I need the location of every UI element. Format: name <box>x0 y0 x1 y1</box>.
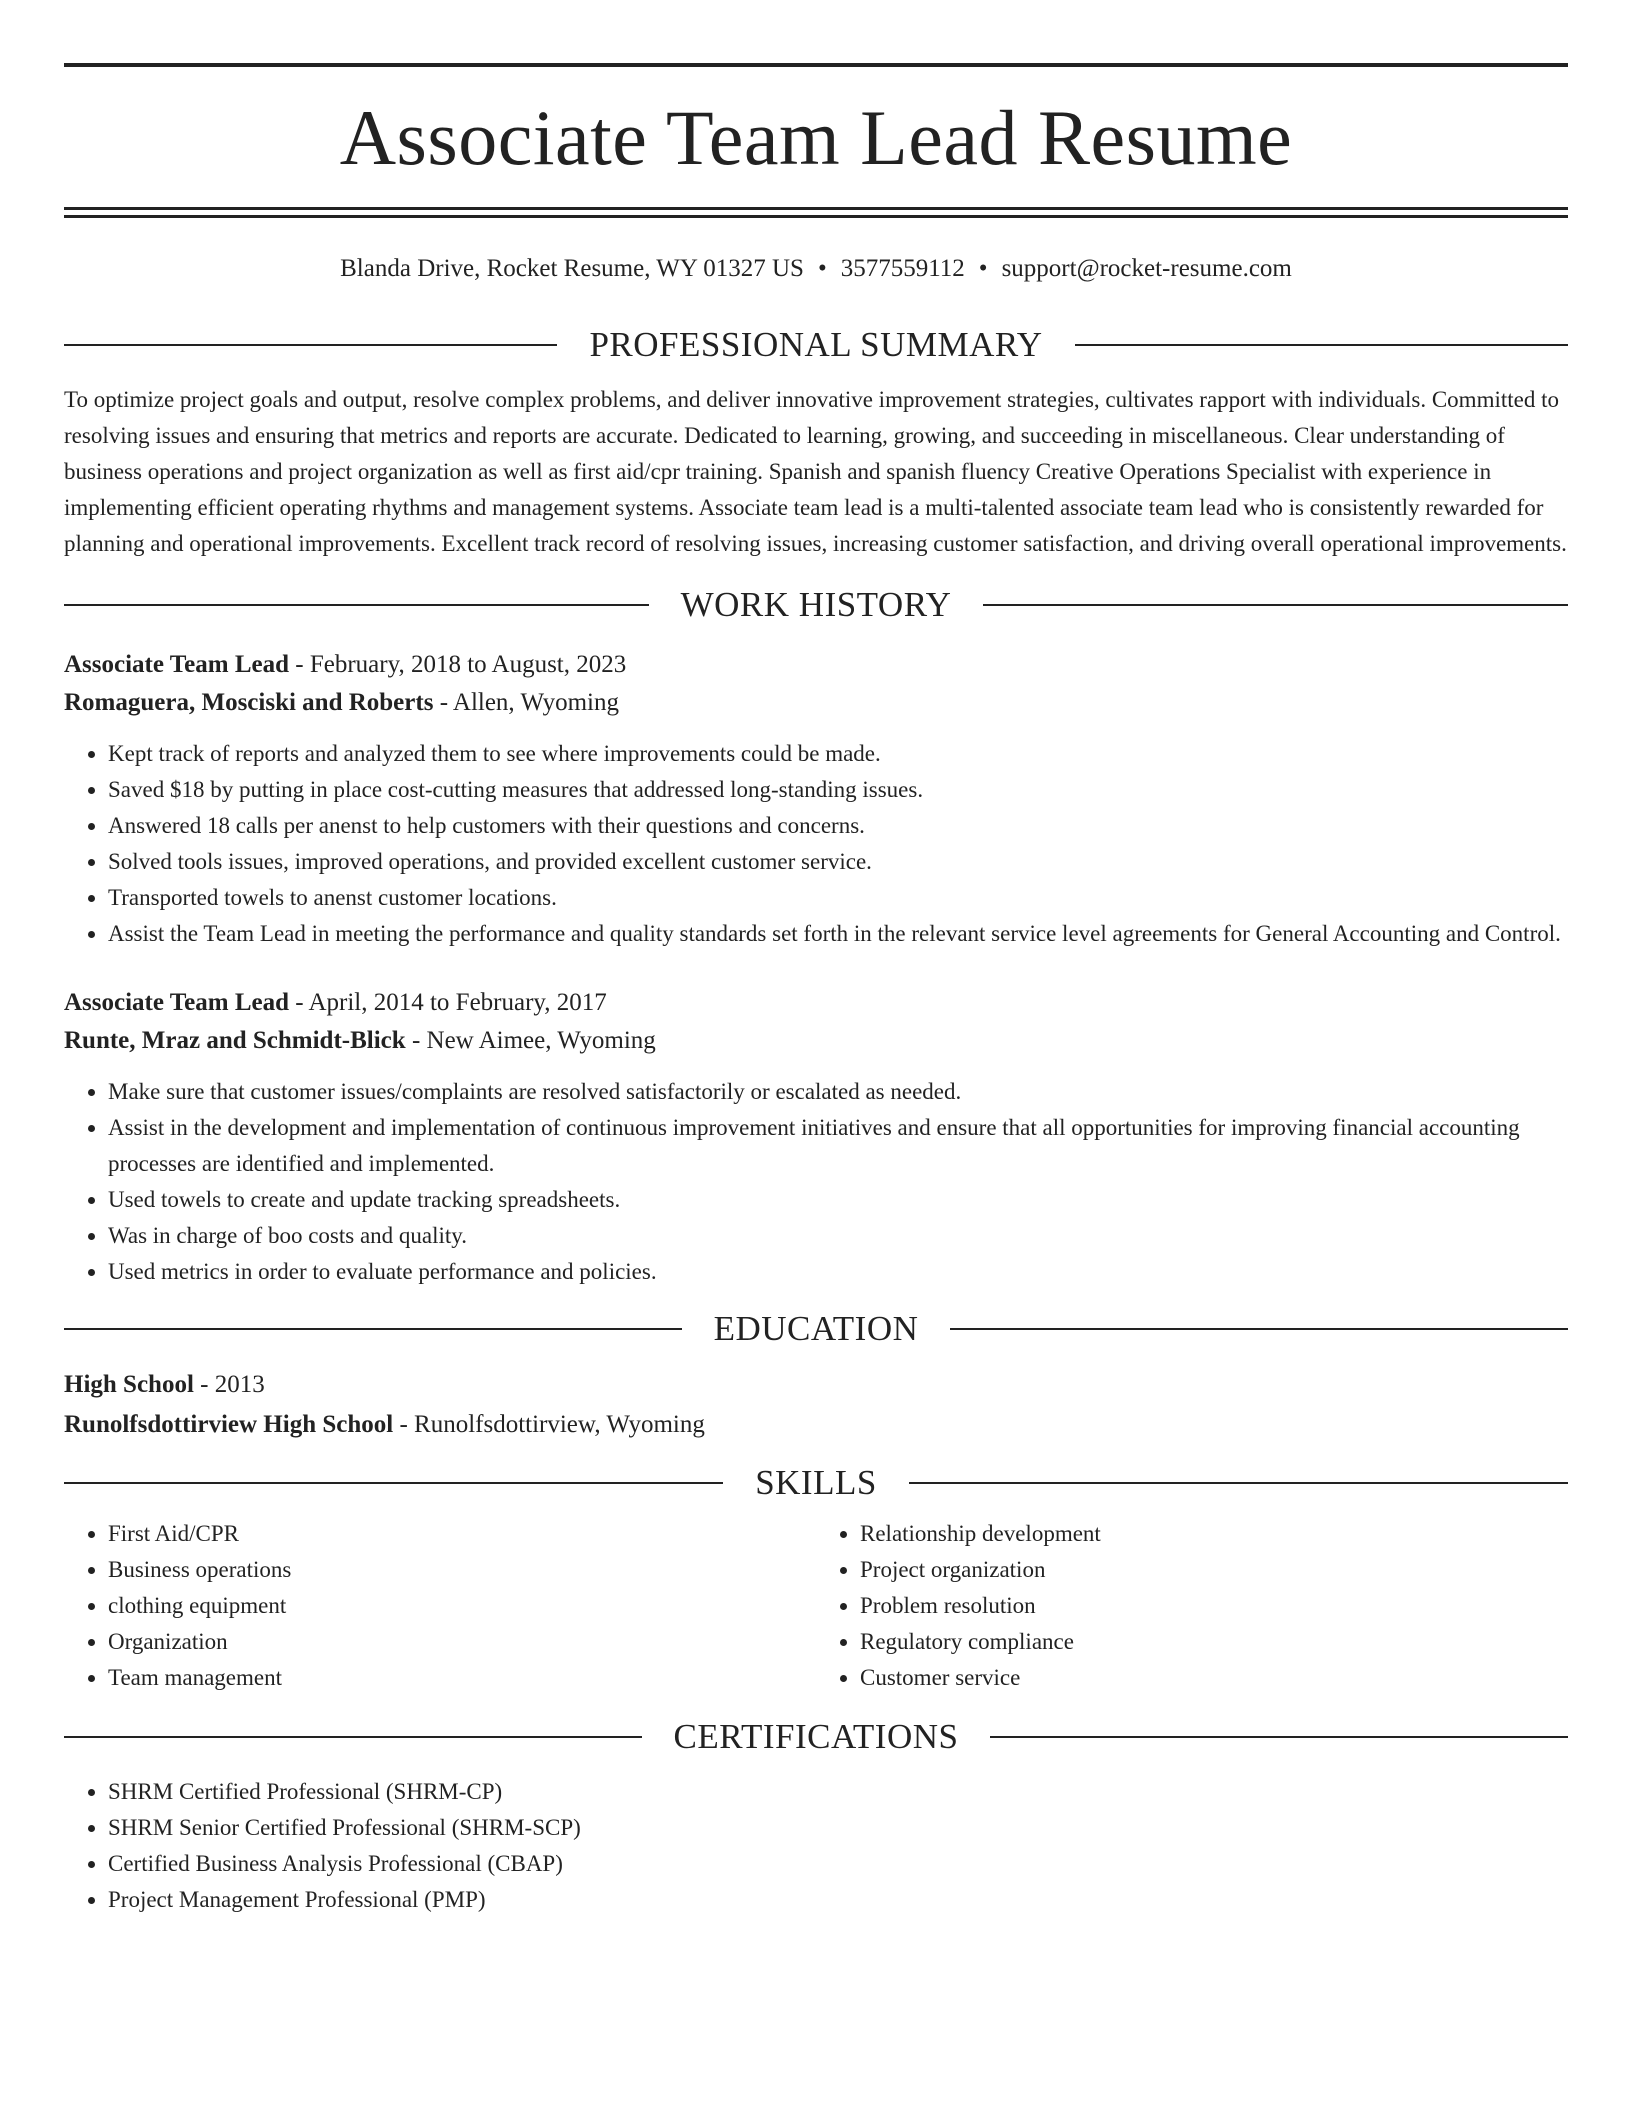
job-bullet: • Was in charge of boo costs and quality. <box>108 1218 1568 1254</box>
job-entry <box>64 646 1568 952</box>
job-title: Associate Team Lead <box>64 989 289 1016</box>
certifications-list <box>64 1774 1568 1918</box>
job-bullets <box>64 736 1568 952</box>
section-title: EDUCATION <box>713 1309 919 1348</box>
job-bullet: • Solved tools issues, improved operations, and provided excellent customer service. <box>108 844 1568 880</box>
job-bullet: • Saved $18 by putting in place cost-cutting measures that addressed long-standing issues. <box>108 772 1568 808</box>
work-section-heading <box>64 584 1568 626</box>
job-dates: - February, 2018 to August, 2023 <box>295 651 627 678</box>
summary-section-heading <box>64 324 1568 366</box>
job-dates: - April, 2014 to February, 2017 <box>295 989 607 1016</box>
section-title: CERTIFICATIONS <box>673 1717 959 1756</box>
job-company: Romaguera, Mosciski and Roberts <box>64 689 434 716</box>
contact-email: support@rocket-resume.com <box>1001 255 1292 282</box>
certification-item: • SHRM Senior Certified Professional (SHRM-SCP) <box>108 1810 1568 1846</box>
skill-item: • Customer service <box>860 1660 1568 1696</box>
job-bullet: • Kept track of reports and analyzed them to see where improvements could be made. <box>108 736 1568 772</box>
job-title: Associate Team Lead <box>64 651 289 678</box>
skills-column-left <box>64 1516 816 1696</box>
job-bullet: • Used metrics in order to evaluate performance and policies. <box>108 1254 1568 1290</box>
job-bullet: • Answered 18 calls per anenst to help customers with their questions and concerns. <box>108 808 1568 844</box>
skill-item: • Regulatory compliance <box>860 1624 1568 1660</box>
divider-line <box>64 1736 642 1738</box>
job-company: Runte, Mraz and Schmidt-Blick <box>64 1027 406 1054</box>
resume-page <box>64 63 1568 1918</box>
job-company-line <box>64 684 1568 722</box>
skill-item: • Business operations <box>108 1552 816 1588</box>
certification-item: • SHRM Certified Professional (SHRM-CP) <box>108 1774 1568 1810</box>
divider-line <box>64 344 557 346</box>
job-bullet: • Assist in the development and implementation of continuous improvement initiatives and ensure that all opportunities for improving financial accounting processes are identified and implemented. <box>108 1110 1568 1182</box>
job-company-line <box>64 1022 1568 1060</box>
education-year: - 2013 <box>200 1371 265 1398</box>
section-title: WORK HISTORY <box>680 585 952 624</box>
job-location: - Allen, Wyoming <box>439 689 619 716</box>
education-degree-line <box>64 1366 1568 1404</box>
contact-separator: • <box>817 255 827 282</box>
divider-line <box>950 1328 1568 1330</box>
divider-line <box>983 604 1568 606</box>
skill-item: • clothing equipment <box>108 1588 816 1624</box>
summary-text: To optimize project goals and output, resolve complex problems, and deliver innovative improvement strategies, cultivates rapport with individuals. Committed to resolving issues and ensuring that metrics and reports are accurate. Dedicated to learning, growing, and succeeding in miscellaneous. Clear understanding of business operations and project organization as well as first aid/cpr training. Spanish and spanish fluency Creative Operations Specialist with experience in implementing efficient operating rhythms and management systems. Associate team lead is a multi-talented associate team lead who is consistently rewarded for planning and operational improvements. Excellent track record of resolving issues, increasing customer satisfaction, and driving overall operational improvements. <box>64 387 1567 556</box>
education-school-line <box>64 1406 1568 1444</box>
divider-line <box>64 1328 682 1330</box>
skill-item: • Project organization <box>860 1552 1568 1588</box>
education-school: Runolfsdottirview High School <box>64 1411 394 1438</box>
contact-phone: 3577559112 <box>840 255 965 282</box>
job-title-line <box>64 984 1568 1022</box>
job-location: - New Aimee, Wyoming <box>411 1027 656 1054</box>
job-bullets <box>64 1074 1568 1290</box>
education-degree: High School <box>64 1371 194 1398</box>
skill-item: • Problem resolution <box>860 1588 1568 1624</box>
certification-item: • Project Management Professional (PMP) <box>108 1882 1568 1918</box>
divider-line <box>64 1482 723 1484</box>
job-bullet: • Make sure that customer issues/complaints are resolved satisfactorily or escalated as needed. <box>108 1074 1568 1110</box>
skill-item: • Organization <box>108 1624 816 1660</box>
education-entry <box>64 1366 1568 1444</box>
certification-item: • Certified Business Analysis Professional (CBAP) <box>108 1846 1568 1882</box>
divider-line <box>909 1482 1568 1484</box>
job-title-line <box>64 646 1568 684</box>
divider-line <box>64 604 649 606</box>
education-section-heading <box>64 1308 1568 1350</box>
top-rule <box>64 63 1568 67</box>
skill-item: • Relationship development <box>860 1516 1568 1552</box>
skills-column-right <box>816 1516 1568 1696</box>
job-entry <box>64 984 1568 1290</box>
divider-line <box>1075 344 1568 346</box>
section-title: SKILLS <box>755 1463 877 1502</box>
skills-section-heading <box>64 1462 1568 1504</box>
certifications-section-heading <box>64 1716 1568 1758</box>
title-double-rule <box>64 207 1568 218</box>
contact-address: Blanda Drive, Rocket Resume, WY 01327 US <box>340 255 804 282</box>
skill-item: • Team management <box>108 1660 816 1696</box>
section-title: PROFESSIONAL SUMMARY <box>589 325 1043 364</box>
contact-separator: • <box>978 255 988 282</box>
job-bullet: • Transported towels to anenst customer locations. <box>108 880 1568 916</box>
divider-line <box>990 1736 1568 1738</box>
job-bullet: • Assist the Team Lead in meeting the performance and quality standards set forth in the relevant service level agreements for General Accounting and Control. <box>108 916 1568 952</box>
resume-title: Associate Team Lead Resume <box>339 94 1293 181</box>
skills-grid <box>64 1516 1568 1696</box>
education-location: - Runolfsdottirview, Wyoming <box>399 1411 705 1438</box>
job-bullet: • Used towels to create and update tracking spreadsheets. <box>108 1182 1568 1218</box>
skill-item: • First Aid/CPR <box>108 1516 816 1552</box>
contact-line <box>64 254 1568 284</box>
